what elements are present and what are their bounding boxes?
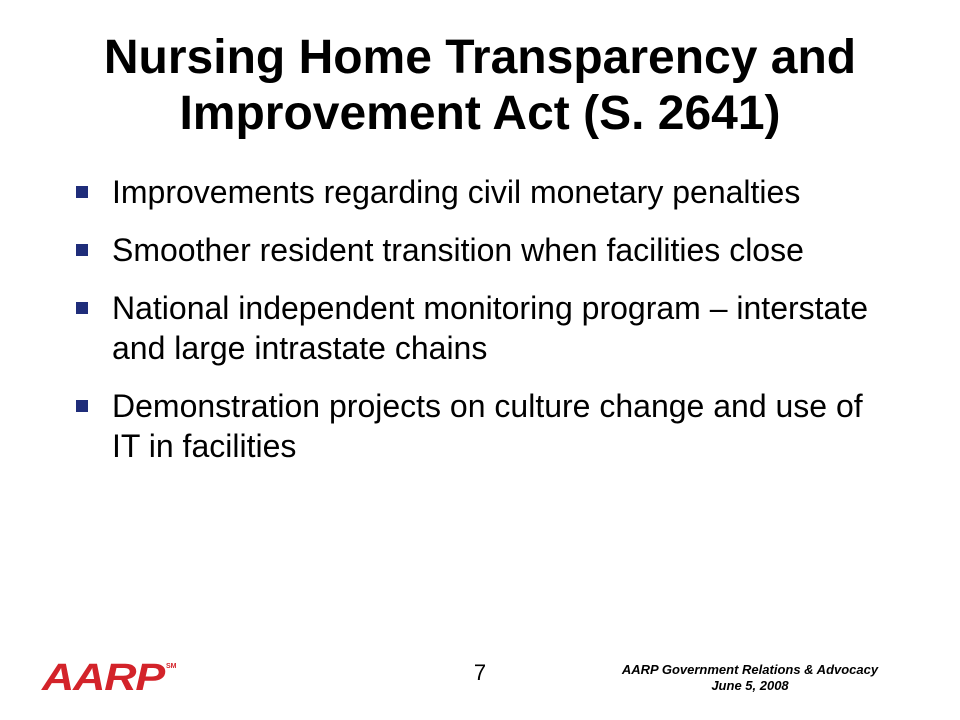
bullet-list	[74, 172, 894, 484]
square-bullet-icon	[76, 302, 88, 314]
square-bullet-icon	[76, 400, 88, 412]
bullet-text: Smoother resident transition when facilities close	[112, 232, 804, 268]
page-number: 7	[473, 660, 487, 685]
square-bullet-icon	[76, 186, 88, 198]
bullet-text: Improvements regarding civil monetary penalties	[112, 174, 801, 210]
logo-text: AARP	[40, 657, 166, 696]
bullet-item	[74, 288, 894, 368]
bullet-text: National independent monitoring program – interstate and large intrastate chains	[112, 290, 869, 366]
bullet-item	[74, 386, 894, 466]
square-bullet-icon	[76, 244, 88, 256]
footer-org-name: AARP Government Relations & Advocacy	[621, 662, 879, 677]
aarp-logo	[36, 656, 186, 696]
bullet-item	[74, 230, 894, 270]
logo-servicemark: SM	[166, 663, 177, 670]
footer-date: June 5, 2008	[711, 678, 789, 693]
bullet-item	[74, 172, 894, 212]
slide-title: Nursing Home Transparency and Improvement Act (S. 2641)	[103, 31, 857, 140]
bullet-text: Demonstration projects on culture change and use of IT in facilities	[112, 388, 863, 464]
footer-info	[590, 662, 910, 694]
